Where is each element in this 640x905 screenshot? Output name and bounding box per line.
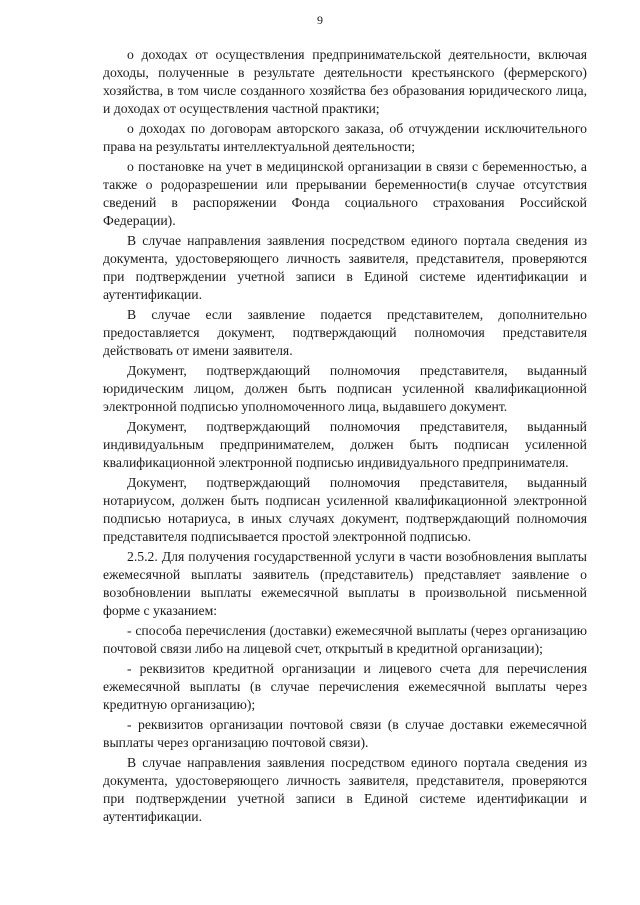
document-body [103, 46, 587, 828]
paragraph-pregnancy-registration: о постановке на учет в медицинской организации в связи с беременностью, а также о родоразрешении или прерывании беременности(в случае отсутствия сведений в распоряжении Фонда социального страхования Российской Федерации). [103, 159, 587, 228]
paragraph-portal-verification: В случае направления заявления посредством единого портала сведения из документа, удостоверяющего личность заявителя, представителя, проверяются при подтверждении учетной записи в Единой системе идентификации и аутентификации. [103, 233, 587, 302]
paragraph-notary-signature: Документ, подтверждающий полномочия представителя, выданный нотариусом, должен быть подписан усиленной квалификационной электронной подписью нотариуса, в иных случаях документ, подтверждающий полномочия представителя подписывается простой электронной подписью. [103, 475, 587, 544]
paragraph-income-business: о доходах от осуществления предпринимательской деятельности, включая доходы, полученные в результате деятельности крестьянского (фермерского) хозяйства, в том числе созданного хозяйства без образования юридического лица, и доходах от осуществления частной практики; [103, 47, 587, 116]
list-item-payment-method: - способа перечисления (доставки) ежемесячной выплаты (через организацию почтовой связи либо на лицевой счет, открытый в кредитной организации); [103, 623, 587, 656]
paragraph-portal-verification-repeat: В случае направления заявления посредством единого портала сведения из документа, удостоверяющего личность заявителя, представителя, проверяются при подтверждении учетной записи в Единой системе идентификации и аутентификации. [103, 755, 587, 824]
paragraph-representative-document: В случае если заявление подается представителем, дополнительно предоставляется документ, подтверждающий полномочия представителя действовать от имени заявителя. [103, 307, 587, 358]
page-number: 9 [317, 13, 323, 27]
paragraph-entrepreneur-signature: Документ, подтверждающий полномочия представителя, выданный индивидуальным предпринимателем, должен быть подписан усиленной квалификационной электронной подписью индивидуального предпринимателя. [103, 419, 587, 470]
paragraph-section-2-5-2: 2.5.2. Для получения государственной услуги в части возобновления выплаты ежемесячной выплаты заявитель (представитель) представляет заявление о возобновлении выплаты ежемесячной выплаты в произвольной письменной форме с указанием: [103, 549, 587, 618]
list-item-bank-details: - реквизитов кредитной организации и лицевого счета для перечисления ежемесячной выплаты (в случае перечисления ежемесячной выплаты через кредитную организацию); [103, 661, 587, 712]
list-item-postal-details: - реквизитов организации почтовой связи (в случае доставки ежемесячной выплаты через организацию почтовой связи). [103, 717, 587, 750]
paragraph-legal-entity-signature: Документ, подтверждающий полномочия представителя, выданный юридическим лицом, должен быть подписан усиленной квалификационной электронной подписью уполномоченного лица, выдавшего документ. [103, 363, 587, 414]
paragraph-income-author-contracts: о доходах по договорам авторского заказа, об отчуждении исключительного права на результаты интеллектуальной деятельности; [103, 121, 587, 154]
